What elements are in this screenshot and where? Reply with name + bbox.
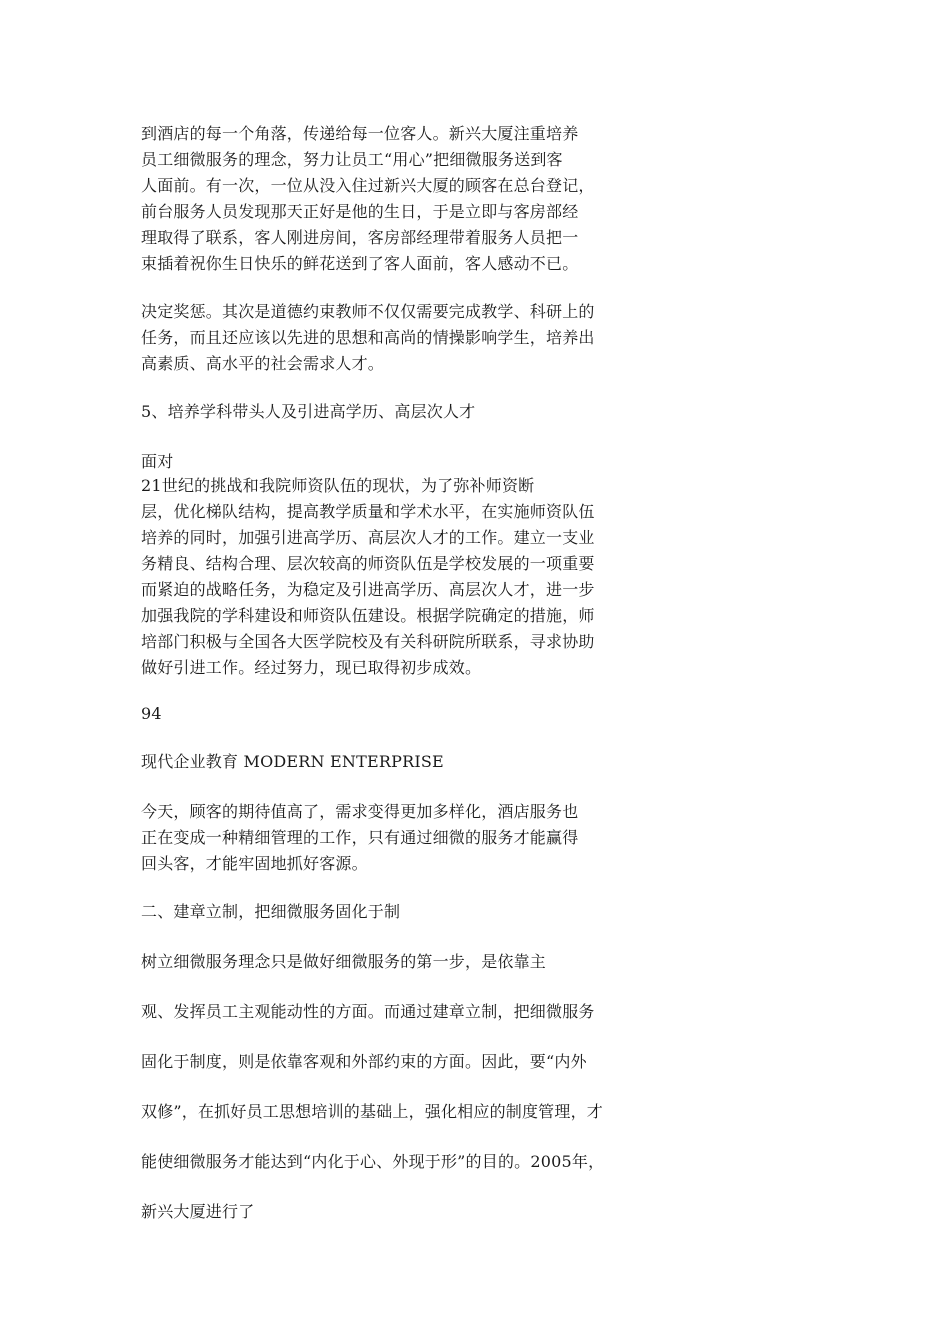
paragraph-1-line: 人面前。有一次，一位从没入住过新兴大厦的顾客在总台登记， (141, 176, 595, 195)
paragraph-3-line: 加强我院的学科建设和师资队伍建设。根据学院确定的措施，师 (141, 606, 595, 625)
paragraph-2-line: 高素质、高水平的社会需求人才。 (141, 354, 385, 373)
section-heading-5: 5、培养学科带头人及引进高学历、高层次人才 (141, 402, 476, 421)
paragraph-3-line: 做好引进工作。经过努力，现已取得初步成效。 (141, 658, 482, 677)
paragraph-1-line: 束插着祝你生日快乐的鲜花送到了客人面前，客人感动不已。 (141, 254, 579, 273)
paragraph-3-line: 培养的同时，加强引进高学历、高层次人才的工作。建立一支业 (141, 528, 595, 547)
paragraph-2-line: 决定奖惩。其次是道德约束教师不仅仅需要完成教学、科研上的 (141, 302, 595, 321)
paragraph-4-line: 正在变成一种精细管理的工作，只有通过细微的服务才能赢得 (141, 828, 579, 847)
paragraph-3-line: 层，优化梯队结构，提高教学质量和学术水平，在实施师资队伍 (141, 502, 595, 521)
paragraph-3-line: 而紧迫的战略任务，为稳定及引进高学历、高层次人才，进一步 (141, 580, 595, 599)
paragraph-3-line: 21世纪的挑战和我院师资队伍的现状，为了弥补师资断 (141, 476, 535, 495)
paragraph-5-line: 观、发挥员工主观能动性的方面。而通过建章立制，把细微服务 (141, 1002, 595, 1021)
paragraph-2-line: 任务，而且还应该以先进的思想和高尚的情操影响学生，培养出 (141, 328, 595, 347)
paragraph-3-line: 务精良、结构合理、层次较高的师资队伍是学校发展的一项重要 (141, 554, 595, 573)
paragraph-1-line: 前台服务人员发现那天正好是他的生日，于是立即与客房部经 (141, 202, 579, 221)
paragraph-5-line: 新兴大厦进行了 (141, 1202, 255, 1221)
paragraph-4-line: 今天，顾客的期待值高了，需求变得更加多样化，酒店服务也 (141, 802, 579, 821)
paragraph-1-line: 员工细微服务的理念，努力让员工“用心”把细微服务送到客 (141, 150, 563, 169)
paragraph-3-line: 面对 (141, 452, 174, 471)
paragraph-5-line: 双修”，在抓好员工思想培训的基础上，强化相应的制度管理，才 (141, 1102, 603, 1121)
paragraph-1-line: 理取得了联系，客人刚进房间，客房部经理带着服务人员把一 (141, 228, 579, 247)
section-heading-2: 二、建章立制，把细微服务固化于制 (141, 902, 401, 921)
paragraph-5-line: 固化于制度，则是依靠客观和外部约束的方面。因此，要“内外 (141, 1052, 587, 1071)
paragraph-5-line: 树立细微服务理念只是做好细微服务的第一步，是依靠主 (141, 952, 547, 971)
paragraph-5-line: 能使细微服务才能达到“内化于心、外现于形”的目的。2005年， (141, 1152, 605, 1171)
paragraph-1-line: 到酒店的每一个角落，传递给每一位客人。新兴大厦注重培养 (141, 124, 579, 143)
page-number: 94 (141, 704, 162, 723)
paragraph-4-line: 回头客，才能牢固地抓好客源。 (141, 854, 368, 873)
paragraph-3-line: 培部门积极与全国各大医学院校及有关科研院所联系，寻求协助 (141, 632, 595, 651)
journal-name: 现代企业教育 MODERN ENTERPRISE (141, 752, 444, 771)
